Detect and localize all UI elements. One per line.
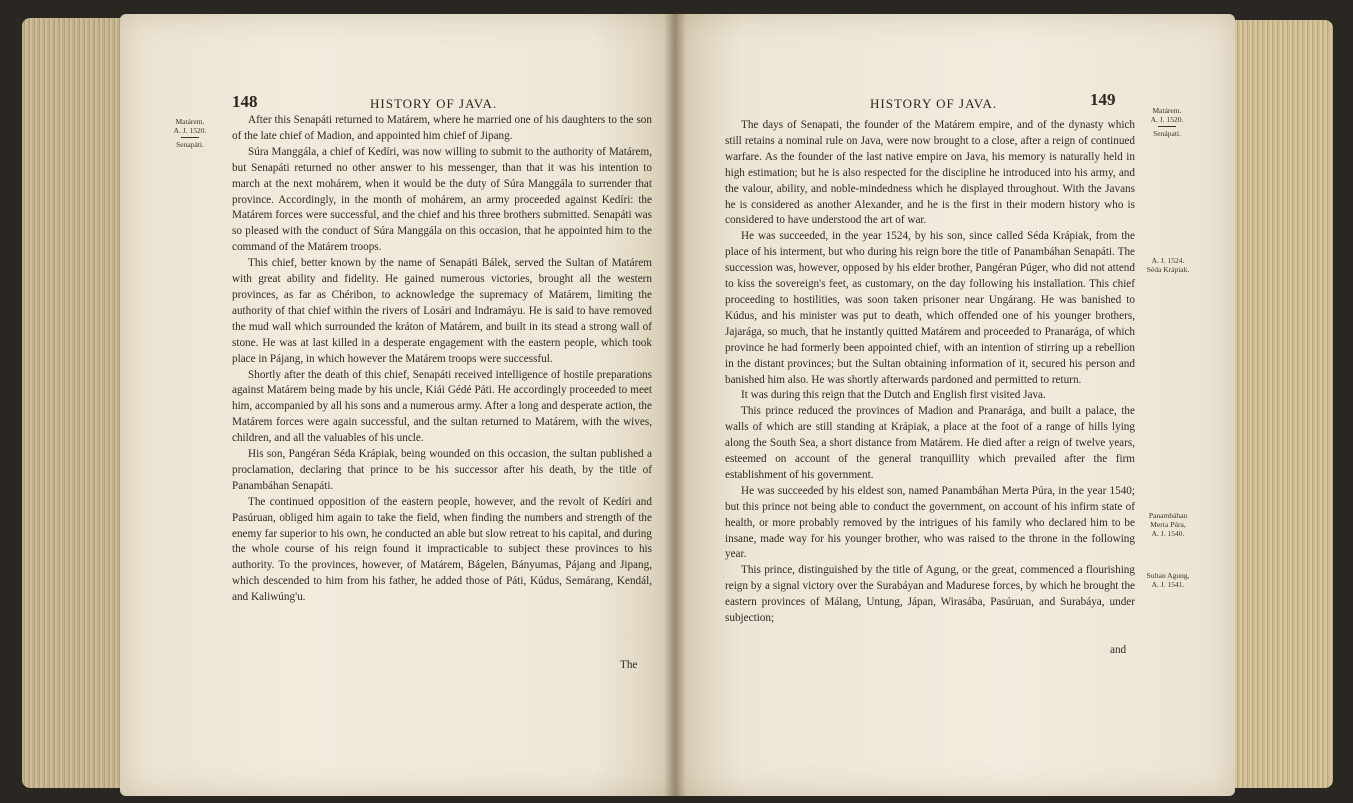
page-number: 148 bbox=[232, 92, 258, 111]
book-gutter bbox=[664, 14, 686, 796]
paragraph: This prince reduced the provinces of Madion and Pranarága, and built a palace, the walls of which are still standing at Krápiak, a place at the foot of a range of hills lying along the South Sea, a short distance from Matárem. He died after a reign of twelve years, esteemed on account of the general tranquillity which prevailed after the firm establishment of his government. bbox=[725, 405, 1135, 481]
paragraph: The days of Senapati, the founder of the Matárem empire, and of the dynasty which still retains a nominal rule on Java, were now brought to a close, after a reign of continued warfare. As the founder of the last native empire on Java, his memory is naturally held in high estimation; but he is also respected for the discipline he introduced into his army, and the valour, ability, and noble-mindedness which he displayed throughout. With the Javans he is considered as another Alexander, and he is the first in their modern history who is considered to have understood the art of war. bbox=[725, 119, 1135, 227]
catchword: The bbox=[620, 659, 638, 671]
paragraph: It was during this reign that the Dutch and English first visited Java. bbox=[741, 389, 1046, 402]
running-head: HISTORY OF JAVA. bbox=[370, 96, 498, 111]
paragraph: The continued opposition of the eastern people, however, and the revolt of Kedíri and Pasúruan, obliged him again to take the field, when finding the numbers and strength of the enemy far superior to his own, he conducted an able but slow retreat to his capital, and during the whole course of his reign found it impracticable to subject these provinces to his authority. To the provinces, however, of Matárem, Bágelen, Bányumas, Pájang and Jipang, which descended to him from his father, he added those of Páti, Kúdus, Semárang, Kendál, and Kaliwúng'u. bbox=[232, 495, 652, 604]
paragraph: He was succeeded, in the year 1524, by his son, since called Séda Krápiak, from the place of his interment, but who during his reign bore the title of Panambáhan Senapáti. The succession was, however, opposed by his elder brother, Pangéran Púger, who did not attend to kiss the sovereign's feet, as customary, on the day following his installation. This chief proceeding to hostilities, was soon taken prisoner near Ungárang. He was banished to Kúdus, and his minister was put to death, which offended one of his younger brothers, Jajarága, so much, that he instantly quitted Matárem and proceeded to Pranarága, of which province he had formerly been appointed chief, with an intention of stirring up a rebellion in the distant provinces; but the Sultan obtaining information of it, secured his person and banished him also. He was shortly afterwards pardoned and permitted to return. bbox=[725, 230, 1135, 386]
page-number: 149 bbox=[1090, 90, 1116, 109]
margin-note: Sultan Agung, A. J. 1541. bbox=[1146, 571, 1190, 589]
paragraph: He was succeeded by his eldest son, named Panambáhan Merta Púra, in the year 1540; but this prince not being able to conduct the government, on account of his infirm state of health, or more probably removed by the intrigues of his family who declared him to be insane, made way for his younger brother, who was raised to the throne in the following year. bbox=[725, 484, 1135, 561]
margin-note: Matárem. A. J. 1520. Senápati. bbox=[1150, 106, 1184, 138]
margin-note: A. J. 1524. Séda Krápiak. bbox=[1146, 256, 1190, 274]
paragraph: Shortly after the death of this chief, Senapáti received intelligence of hostile preparations against Matárem being made by his uncle, Kiái Gédé Páti. He accordingly proceeded to meet him, accompanied by all his sons and a numerous army. After a long and desperate action, the Matárem forces were again successful, and the sultan returned to Matárem, with the wives, children, and all the valuables of his uncle. bbox=[232, 368, 652, 445]
page-edges-left bbox=[22, 18, 132, 788]
paragraph: After this Senapáti returned to Matárem, where he married one of his daughters to the son of the late chief of Madion, and appointed him chief of Jipang. bbox=[232, 114, 652, 142]
left-page bbox=[120, 14, 675, 796]
catchword: and bbox=[1110, 644, 1127, 656]
body-text bbox=[725, 118, 1135, 627]
running-head: HISTORY OF JAVA. bbox=[870, 96, 998, 111]
paragraph: This prince, distinguished by the title of Agung, or the great, commenced a flourishing reign by a signal victory over the Surabáyan and Madurese forces, by which he brought the eastern provinces of Málang, Untung, Jápan, Wirasába, Pasúruan, and Surabáya, under subjection; bbox=[725, 564, 1135, 625]
margin-note: Matárem. A. J. 1520. Senapáti. bbox=[173, 117, 207, 149]
paragraph: This chief, better known by the name of Senapáti Bálek, served the Sultan of Matárem with great ability and fidelity. He gained numerous victories, brought all the western provinces, as far as Chéribon, to acknowledge the supremacy of Matárem, limiting the authority of that chief within the rivers of Losári and Indramáyu. He is said to have removed the mud wall which surrounded the kráton of Matárem, and built in its stead a strong wall of stone. He was at last killed in a desperate engagement with the eastern people, which took place in Pájang, in which however the Matárem troops were successful. bbox=[232, 257, 652, 365]
right-page bbox=[675, 14, 1235, 796]
margin-note: Panambáhan Merta Púra, A. J. 1540. bbox=[1148, 511, 1188, 538]
paragraph: His son, Pangéran Séda Krápiak, being wounded on this occasion, the sultan published a proclamation, declaring that prince to be his successor after his death, by the title of Panambáhan Senapáti. bbox=[232, 448, 652, 492]
page-edges-right bbox=[1225, 20, 1333, 788]
body-text bbox=[232, 113, 652, 606]
paragraph: Súra Manggála, a chief of Kedíri, was now willing to submit to the authority of Matárem, but Senapáti returned no other answer to his messenger, than that it was his intention to march at the next mohárem, when it would be the duty of Súra Manggála to surrender that province. Accordingly, in the month of mohárem, an army proceeded against Kedíri: the Matárem forces were successful, and the chief and his three brothers submitted. Senapáti was so pleased with the conduct of Súra Manggála on this occasion, that he appointed him to the command of the Matárem troops. bbox=[232, 145, 652, 254]
